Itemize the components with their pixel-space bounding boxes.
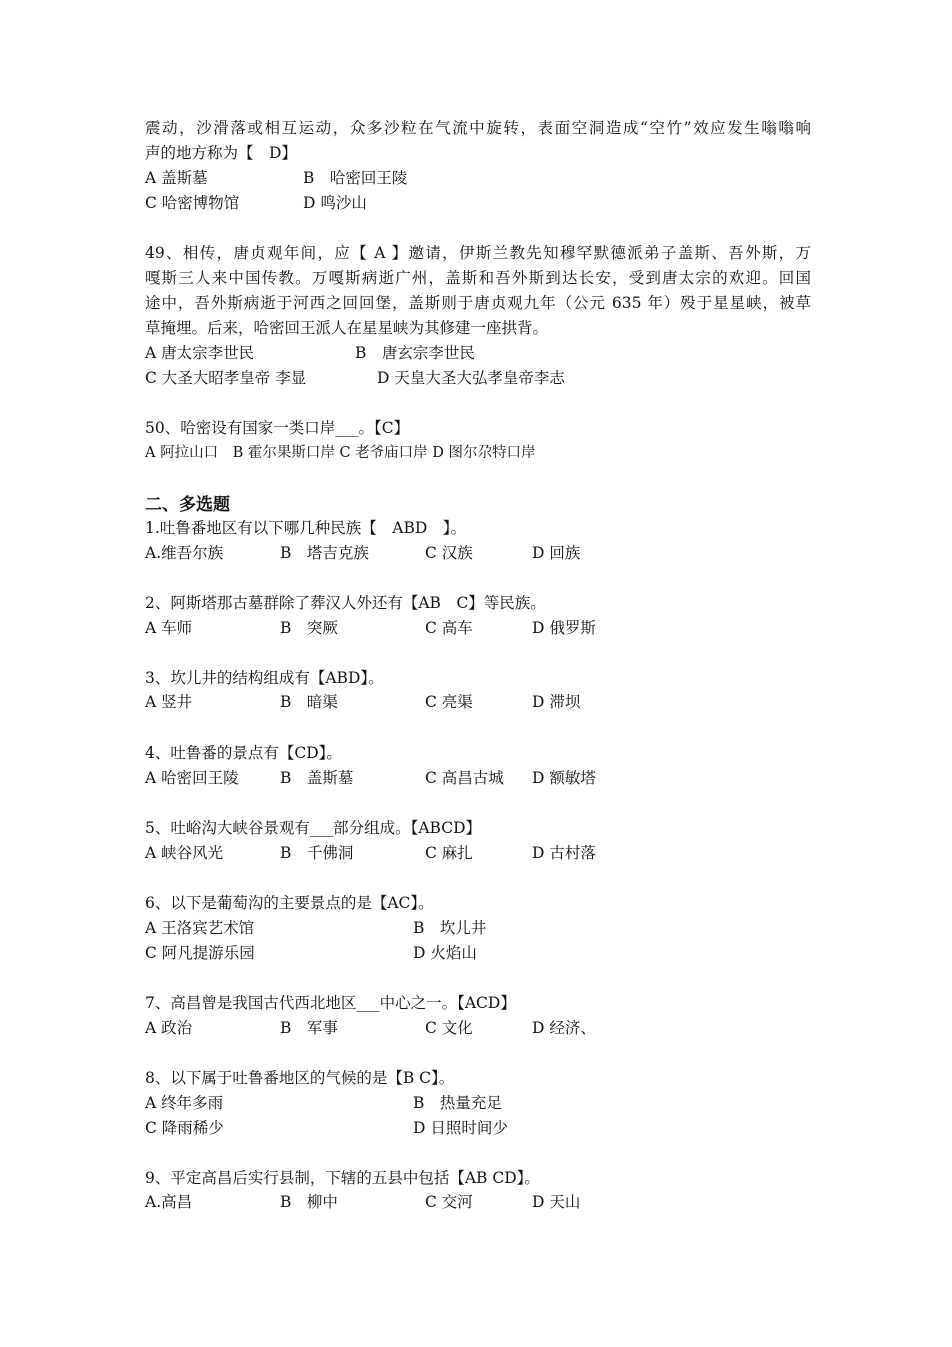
- q48-text-line1: 震动，沙滑落或相互运动，众多沙粒在气流中旋转，表面空洞造成“空竹”效应发生嗡嗡响: [145, 119, 811, 137]
- q49-text-line4: 草掩埋。后来，哈密回王派人在星星峡为其修建一座拱背。: [145, 319, 549, 337]
- mc-q4-option-a: A 哈密回王陵: [145, 769, 239, 787]
- mc-q9-option-b: B 柳中: [280, 1193, 338, 1211]
- mc-q9-option-a: A.高昌: [145, 1193, 193, 1211]
- mc-q9-text: 9、平定高昌后实行县制，下辖的五县中包括【AB CD】。: [145, 1169, 540, 1187]
- mc-q7-text: 7、高昌曾是我国古代西北地区___中心之一。【ACD】: [145, 994, 516, 1012]
- mc-q8-option-d: D 日照时间少: [413, 1119, 508, 1137]
- mc-q2-option-a: A 车师: [145, 619, 193, 637]
- mc-q6-option-a: A 王洛宾艺术馆: [145, 919, 255, 937]
- mc-q3-option-b: B 暗渠: [280, 693, 338, 711]
- q48-option-c: C 哈密博物馆: [145, 194, 240, 212]
- mc-q8-option-a: A 终年多雨: [145, 1094, 224, 1112]
- mc-q4-text: 4、吐鲁番的景点有【CD】。: [145, 744, 342, 762]
- mc-q9-option-c: C 交河: [425, 1193, 473, 1211]
- q49-text-line2: 嘎斯三人来中国传教。万嘎斯病逝广州，盖斯和吾外斯到达长安，受到唐太宗的欢迎。回国: [145, 269, 811, 287]
- q49-option-b: B 唐玄宗李世民: [355, 344, 475, 362]
- q49-text-line3: 途中，吾外斯病逝于河西之回回堡，盖斯则于唐贞观九年（公元 635 年）殁于星星峡，被草: [145, 294, 811, 312]
- mc-q7-option-b: B 军事: [280, 1019, 338, 1037]
- mc-q9-option-d: D 天山: [532, 1193, 581, 1211]
- mc-q6-text: 6、以下是葡萄沟的主要景点的是【AC】。: [145, 894, 434, 912]
- mc-q3-option-c: C 亮渠: [425, 693, 473, 711]
- q48-option-b: B 哈密回王陵: [303, 169, 408, 187]
- mc-q1-option-a: A.维吾尔族: [145, 544, 224, 562]
- mc-q3-text: 3、坎儿井的结构组成有【ABD】。: [145, 669, 384, 687]
- mc-q3-option-d: D 滞坝: [532, 693, 581, 711]
- mc-q2-option-c: C 高车: [425, 619, 473, 637]
- mc-q5-option-d: D 古村落: [532, 844, 596, 862]
- mc-q5-option-b: B 千佛洞: [280, 844, 354, 862]
- mc-q1-option-d: D 回族: [532, 544, 581, 562]
- mc-q2-text: 2、阿斯塔那古墓群除了葬汉人外还有【AB C】等民族。: [145, 594, 546, 612]
- section-heading-multiple-choice: 二、多选题: [145, 495, 230, 515]
- mc-q8-option-b: B 热量充足: [413, 1094, 502, 1112]
- mc-q8-option-c: C 降雨稀少: [145, 1119, 224, 1137]
- mc-q4-option-d: D 额敏塔: [532, 769, 596, 787]
- mc-q6-option-c: C 阿凡提游乐园: [145, 944, 255, 962]
- mc-q1-text: 1.吐鲁番地区有以下哪几种民族【 ABD 】。: [145, 519, 467, 537]
- q49-option-d: D 天皇大圣大弘孝皇帝李志: [377, 369, 565, 387]
- q49-option-c: C 大圣大昭孝皇帝 李显: [145, 369, 307, 387]
- mc-q3-option-a: A 竖井: [145, 693, 193, 711]
- mc-q4-option-c: C 高昌古城: [425, 769, 504, 787]
- mc-q6-option-d: D 火焰山: [413, 944, 477, 962]
- mc-q6-option-b: B 坎儿井: [413, 919, 487, 937]
- q50-text: 50、哈密设有国家一类口岸___。【C】: [145, 419, 410, 437]
- q49-text-line1: 49、相传，唐贞观年间，应【 A 】邀请，伊斯兰教先知穆罕默德派弟子盖斯、吾外斯，万: [145, 244, 811, 262]
- mc-q7-option-c: C 文化: [425, 1019, 473, 1037]
- mc-q5-text: 5、吐峪沟大峡谷景观有___部分组成。【ABCD】: [145, 819, 482, 837]
- q48-text-line2: 声的地方称为【 D】: [145, 144, 297, 162]
- mc-q7-option-a: A 政治: [145, 1019, 193, 1037]
- mc-q1-option-b: B 塔吉克族: [280, 544, 369, 562]
- q48-option-a: A 盖斯墓: [145, 169, 208, 187]
- q50-options: A 阿拉山口 B 霍尔果斯口岸 C 老爷庙口岸 D 图尔尕特口岸: [145, 445, 536, 461]
- mc-q2-option-b: B 突厥: [280, 619, 338, 637]
- mc-q5-option-a: A 峡谷风光: [145, 844, 224, 862]
- q49-option-a: A 唐太宗李世民: [145, 344, 255, 362]
- mc-q4-option-b: B 盖斯墓: [280, 769, 354, 787]
- mc-q1-option-c: C 汉族: [425, 544, 473, 562]
- q48-option-d: D 鸣沙山: [303, 194, 367, 212]
- mc-q7-option-d: D 经济、: [532, 1019, 596, 1037]
- mc-q2-option-d: D 俄罗斯: [532, 619, 596, 637]
- mc-q5-option-c: C 麻扎: [425, 844, 473, 862]
- mc-q8-text: 8、以下属于吐鲁番地区的气候的是【B C】。: [145, 1069, 455, 1087]
